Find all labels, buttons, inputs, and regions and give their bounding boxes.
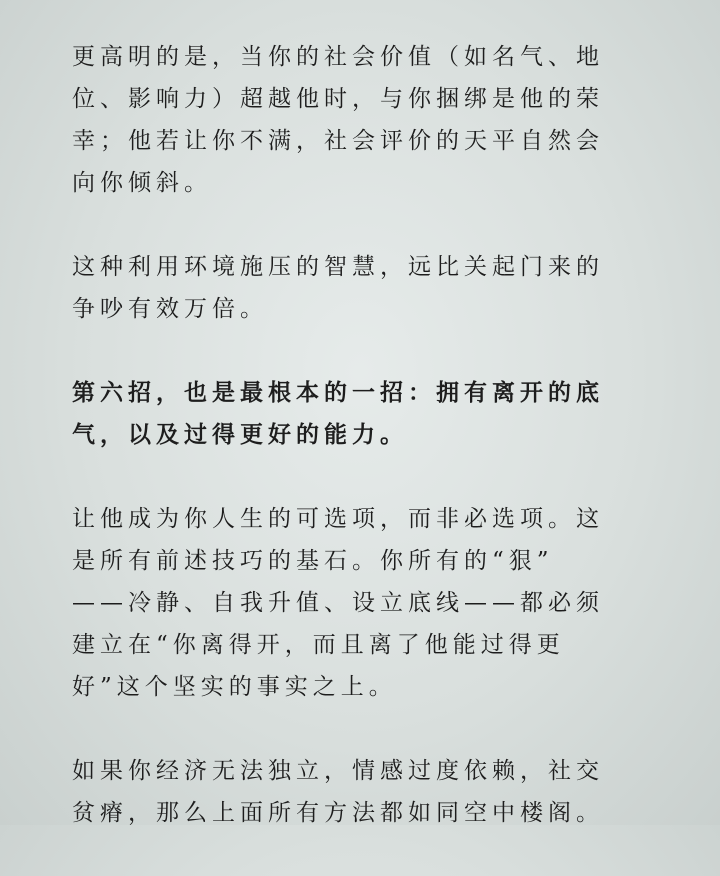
text-line: 贫瘠，那么上面所有方法都如同空中楼阁。 [72,800,604,826]
text-line: 好”这个坚实的事实之上。 [72,674,397,700]
paragraph-independence [72,750,654,834]
text-line: 位、影响力）超越他时，与你捆绑是他的荣 [72,86,604,112]
text-line: 更高明的是，当你的社会价值（如名气、地 [72,44,604,70]
article-body [72,36,654,876]
section-heading-sixth-move [72,372,654,456]
text-line: 这种利用环境施压的智慧，远比关起门来的 [72,254,604,280]
text-line: 是所有前述技巧的基石。你所有的“狠” [72,548,554,574]
text-line: 争吵有效万倍。 [72,296,268,322]
text-line: 幸；他若让你不满，社会评价的天平自然会 [72,128,604,154]
text-line: 如果你经济无法独立，情感过度依赖，社交 [72,758,604,784]
text-line: 让他成为你人生的可选项，而非必选项。这 [72,506,604,532]
text-line: 向你倾斜。 [72,170,212,196]
heading-line: 气，以及过得更好的能力。 [72,421,408,448]
text-line: 建立在“你离得开，而且离了他能过得更 [72,632,565,658]
paragraph-optional-choice [72,498,654,708]
paragraph-environment-pressure [72,246,654,330]
text-line: ——冷静、自我升值、设立底线——都必须 [72,590,604,616]
paragraph-social-value [72,36,654,204]
heading-line: 第六招，也是最根本的一招：拥有离开的底 [72,379,604,406]
